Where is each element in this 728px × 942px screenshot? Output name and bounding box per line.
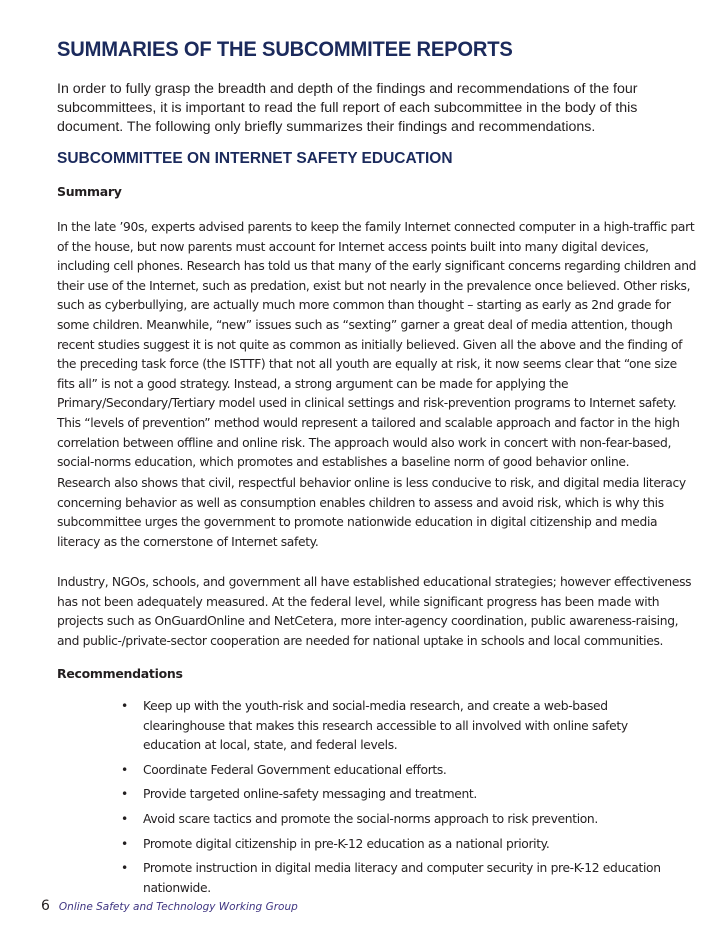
bullet-icon: • <box>121 787 128 802</box>
summary-paragraph-3: Industry, NGOs, schools, and government all have established educational strategies; however effectiveness has not been adequately measured. At the federal level, while significant progress has been made with projects such as OnGuardOnline and NetCetera, more inter-agency coordination, public awareness-raising, and public-/private-sector cooperation are needed for national uptake in schools and local communities. <box>57 575 692 648</box>
recommendation-item <box>121 697 681 756</box>
section-title: SUBCOMMITTEE ON INTERNET SAFETY EDUCATION <box>57 150 453 167</box>
recommendation-text: Keep up with the youth-risk and social-media research, and create a web-based clearinghouse that makes this research accessible to all involved with online safety education at local, state, and federal levels. <box>143 699 628 753</box>
recommendation-text: Coordinate Federal Government educational efforts. <box>143 762 447 777</box>
recommendation-item <box>121 835 681 855</box>
recommendation-item <box>121 761 681 781</box>
bullet-icon: • <box>121 836 128 851</box>
recommendation-item <box>121 859 681 898</box>
recommendation-text: Promote digital citizenship in pre-K-12 education as a national priority. <box>143 836 550 851</box>
publication-title: Online Safety and Technology Working Group <box>58 901 298 913</box>
recommendation-text: Promote instruction in digital media literacy and computer security in pre-K-12 education nationwide. <box>143 861 661 895</box>
recommendation-text: Avoid scare tactics and promote the social-norms approach to risk prevention. <box>143 811 598 826</box>
intro-paragraph: In order to fully grasp the breadth and depth of the findings and recommendations of the four subcommittees, it is important to read the full report of each subcommittee in the body of this document. The following only briefly summarizes their findings and recommendations. <box>57 81 638 135</box>
bullet-icon: • <box>121 861 128 876</box>
recommendation-text: Provide targeted online-safety messaging and treatment. <box>143 787 477 802</box>
summary-heading: Summary <box>57 184 122 199</box>
recommendation-item <box>121 785 681 805</box>
summary-paragraph-2: Research also shows that civil, respectful behavior online is less conducive to risk, and digital media literacy concerning behavior as well as consumption enables children to assess and avoid risk, which is why this subcommittee urges the government to promote nationwide education in digital citizenship and media literacy as the cornerstone of Internet safety. <box>57 476 686 549</box>
bullet-icon: • <box>121 699 128 713</box>
bullet-icon: • <box>121 762 128 777</box>
page-number: 6 <box>41 898 50 914</box>
recommendations-list <box>121 697 681 903</box>
summary-paragraph-1: In the late ’90s, experts advised parents to keep the family Internet connected computer in a high-traffic part of the house, but now parents must account for Internet access points built into many digital devices, including cell phones. Research has told us that many of the early significant concerns regarding children and their use of the Internet, such as predation, exist but not nearly in the prevalence once believed. Other risks, such as cyberbullying, are actually much more common than thought – starting as early as 2nd grade for some children. Meanwhile, “new” issues such as “sexting” garner a great deal of media attention, though recent studies suggest it is not quite as common as initially believed. Given all the above and the finding of the preceding task force (the ISTTF) that not all youth are equally at risk, it now seems clear that “one size fits all” is not a good strategy. Instead, a strong argument can be made for applying the Primary/Secondary/Tertiary model used in clinical settings and risk-prevention programs to Internet safety. This “levels of prevention” method would represent a tailored and scalable approach and factor in the high correlation between offline and online risk. The approach would also work in concert with non-fear-based, social-norms education, which promotes and establishes a baseline norm of good behavior online. <box>57 220 697 470</box>
page-title: SUMMARIES OF THE SUBCOMMITEE REPORTS <box>57 38 513 61</box>
recommendations-heading: Recommendations <box>57 666 183 681</box>
bullet-icon: • <box>121 811 128 826</box>
page-footer <box>41 898 298 914</box>
recommendation-item <box>121 810 681 830</box>
